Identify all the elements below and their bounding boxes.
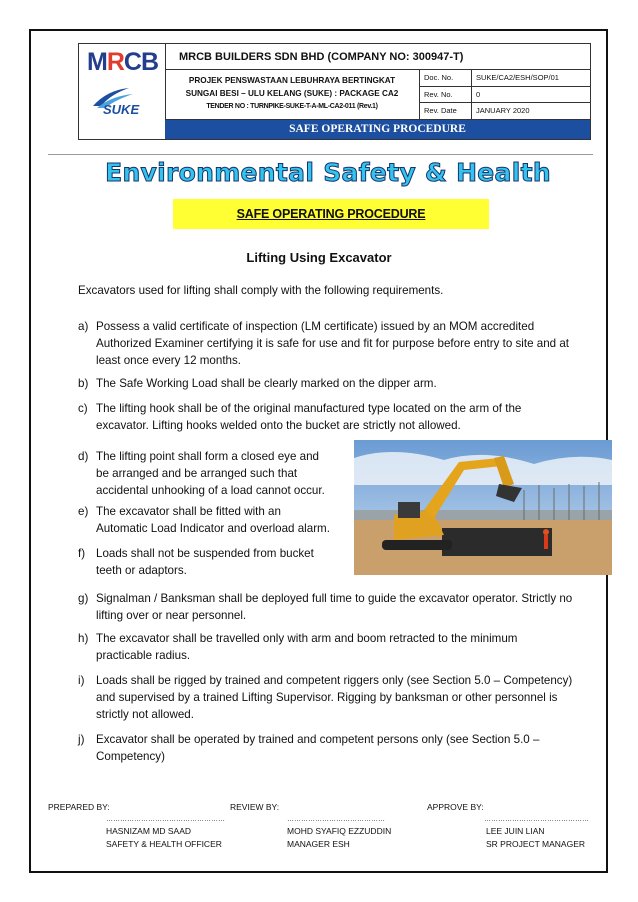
list-item-line: Authorized Examiner certifying it is safe for use and fit for purpose before entry to site and at: [96, 337, 570, 350]
review-title: MANAGER ESH: [287, 839, 350, 849]
list-item-line: excavator. Lifting hooks welded onto the bucket are strictly not allowed.: [96, 419, 461, 432]
list-item-line: strictly not allowed.: [96, 708, 194, 721]
project-line1: PROJEK PENSWASTAAN LEBUHRAYA BERTINGKAT: [188, 76, 396, 85]
list-item-line: accidental unhooking of a load cannot occur.: [96, 484, 325, 497]
list-item-text: [96, 731, 539, 765]
list-item-label: i): [78, 674, 85, 687]
list-item-label: g): [78, 592, 89, 605]
tender-no: TENDER NO : TURNPIKE-SUKE-T-A-ML-CA2-011 (Rev.1): [206, 103, 378, 110]
logo-cell: [79, 44, 166, 139]
list-item-label: a): [78, 320, 89, 333]
list-item-text: [96, 318, 569, 369]
list-item-text: [96, 375, 437, 392]
list-item-line: The excavator shall be fitted with an: [96, 505, 281, 518]
list-item-line: Excavator shall be operated by trained and competent persons only (see Section 5.0 –: [96, 733, 540, 746]
approve-signature-line: ………………………………………: [484, 816, 589, 823]
list-item-text: [96, 503, 330, 537]
doc-meta-table: [420, 70, 590, 120]
list-item-line: The Safe Working Load shall be clearly marked on the dipper arm.: [96, 377, 437, 390]
rev-no-label: Rev. No.: [420, 87, 472, 103]
list-item-label: h): [78, 632, 89, 645]
excavator-photo: [354, 440, 612, 575]
list-item-line: Competency): [96, 750, 165, 763]
prepared-signature-line: ……………………………………………: [106, 816, 225, 823]
document-header: [78, 43, 591, 140]
list-item-label: f): [78, 547, 86, 560]
list-item-line: The lifting hook shall be of the original manufactured type located on the arm of the: [96, 402, 522, 415]
approve-name: LEE JUIN LIAN: [486, 826, 545, 836]
list-item-label: d): [78, 450, 89, 463]
rev-date-value: JANUARY 2020: [476, 106, 530, 116]
review-by-label: REVIEW BY:: [230, 802, 280, 812]
list-item-text: [96, 630, 517, 664]
list-item-line: Loads shall be rigged by trained and competent riggers only (see Section 5.0 – Competency): [96, 674, 573, 687]
list-item-text: [96, 590, 572, 624]
section-subtitle: Lifting Using Excavator: [246, 250, 392, 265]
rev-date-label: Rev. Date: [420, 103, 472, 120]
list-item-line: Automatic Load Indicator and overload alarm.: [96, 522, 330, 535]
suke-logo: [89, 84, 159, 116]
list-item-text: [96, 545, 314, 579]
intro-paragraph: Excavators used for lifting shall comply with the following requirements.: [78, 284, 444, 297]
list-item-line: least once every 12 months.: [96, 354, 242, 367]
prepared-by-label: PREPARED BY:: [48, 802, 110, 812]
list-item-label: j): [78, 733, 85, 746]
list-item-line: The lifting point shall form a closed eye and: [96, 450, 319, 463]
list-item-line: be arranged and be arranged such that: [96, 467, 298, 480]
review-name: MOHD SYAFIQ EZZUDDIN: [287, 826, 392, 836]
mrcb-logo: MRCB: [87, 48, 158, 76]
list-item-text: [96, 672, 572, 723]
sop-banner: SAFE OPERATING PROCEDURE: [173, 199, 489, 229]
sop-header-bar: SAFE OPERATING PROCEDURE: [165, 120, 590, 139]
list-item-line: Possess a valid certificate of inspection (LM certificate) issued by an MOM accredited: [96, 320, 535, 333]
approve-by-label: APPROVE BY:: [427, 802, 484, 812]
project-line2: SUNGAI BESI – ULU KELANG (SUKE) : PACKAGE CA2: [185, 89, 399, 98]
list-item-line: lifting over or near personnel.: [96, 609, 247, 622]
list-item-line: Loads shall not be suspended from bucket: [96, 547, 314, 560]
list-item-label: e): [78, 505, 89, 518]
list-item-text: [96, 448, 325, 499]
list-item-text: [96, 400, 521, 434]
prepared-name: HASNIZAM MD SAAD: [106, 826, 192, 836]
approve-title: SR PROJECT MANAGER: [486, 839, 586, 849]
doc-no-label: Doc. No.: [420, 70, 472, 86]
list-item-line: and supervised by a trained Lifting Supervisor. Rigging by banksman or other personnel is: [96, 691, 558, 704]
list-item-line: Signalman / Banksman shall be deployed full time to guide the excavator operator. Strictly no: [96, 592, 573, 605]
list-item-line: The excavator shall be travelled only with arm and boom retracted to the minimum: [96, 632, 518, 645]
company-name: MRCB BUILDERS SDN BHD (COMPANY NO: 300947-T): [165, 44, 590, 70]
doc-no-value: SUKE/CA2/ESH/SOP/01: [476, 73, 559, 82]
project-info: [165, 70, 420, 120]
list-item-line: practicable radius.: [96, 649, 191, 662]
rev-no-value: 0: [476, 89, 481, 99]
prepared-title: SAFETY & HEALTH OFFICER: [106, 839, 222, 849]
review-signature-line: ……………………………………: [287, 816, 385, 823]
page-title: Environmental Safety & Health: [105, 158, 551, 187]
divider: [48, 154, 593, 155]
svg-text:SUKE: SUKE: [103, 102, 140, 116]
list-item-label: c): [78, 402, 88, 415]
list-item-label: b): [78, 377, 89, 390]
list-item-line: teeth or adaptors.: [96, 564, 187, 577]
